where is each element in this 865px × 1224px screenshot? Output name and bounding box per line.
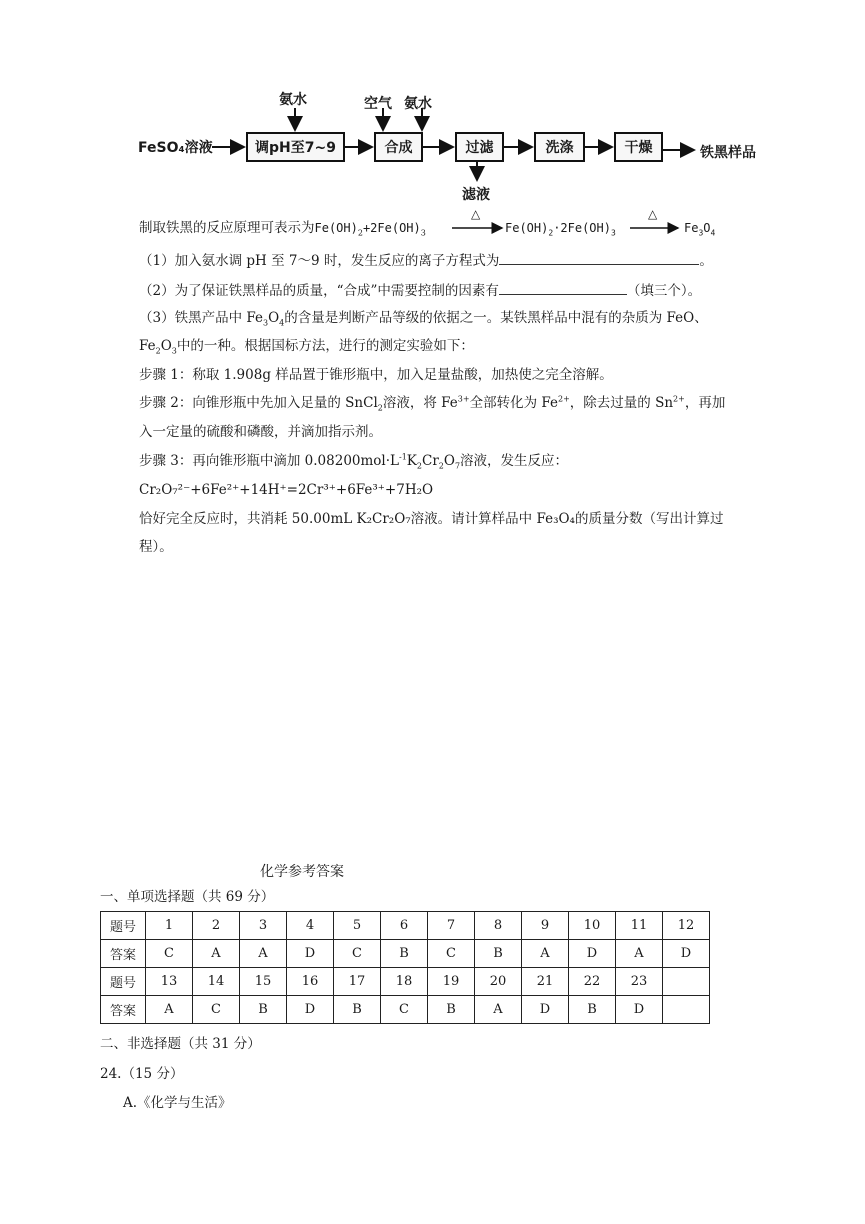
table-cell: 18: [381, 968, 428, 996]
table-cell: 20: [475, 968, 522, 996]
table-cell: 1: [146, 912, 193, 940]
row-label: 题号: [101, 912, 146, 940]
table-row-questions-2: [101, 968, 710, 996]
flow-box-synthesis: 合成: [374, 132, 423, 162]
reaction-principle: 制取铁黑的反应原理可表示为$Fe(OH)_2+2Fe(OH)_3$: [139, 220, 426, 238]
table-cell: C: [334, 940, 381, 968]
table-cell: B: [334, 996, 381, 1024]
flow-input-ammonia-2: 氨水: [404, 96, 432, 112]
table-cell: 2: [193, 912, 240, 940]
question-24-part-a: A.《化学与生活》: [123, 1095, 232, 1111]
delta-symbol-2: △: [648, 207, 658, 221]
row-label: 答案: [101, 940, 146, 968]
step-3: 步骤 3：再向锥形瓶中滴加 $0.08200mol\cdot L^{-1}K_2Cr_2O_7$溶液，发生反应：: [139, 452, 569, 471]
flow-box-filter: 过滤: [455, 132, 504, 162]
table-cell: 10: [569, 912, 616, 940]
table-cell: 3: [240, 912, 287, 940]
flow-box-dry: 干燥: [614, 132, 663, 162]
flow-source: FeSO₄溶液: [138, 140, 213, 156]
table-cell: A: [522, 940, 569, 968]
table-cell: B: [428, 996, 475, 1024]
answer-key-title: 化学参考答案: [260, 864, 344, 880]
section-2-heading: 二、非选择题（共 31 分）: [100, 1036, 261, 1052]
table-cell: B: [475, 940, 522, 968]
step-2-line-2: 入一定量的硫酸和磷酸，并滴加指示剂。: [139, 424, 382, 440]
table-cell: C: [428, 940, 475, 968]
row-label: 题号: [101, 968, 146, 996]
table-row-questions-1: [101, 912, 710, 940]
table-cell: 14: [193, 968, 240, 996]
table-cell: 7: [428, 912, 475, 940]
question-3-end-line-2: 程）。: [139, 539, 173, 555]
table-cell: D: [522, 996, 569, 1024]
flow-filtrate: 滤液: [462, 187, 490, 203]
question-24-heading: 24.（15 分）: [100, 1066, 184, 1082]
table-cell: 23: [616, 968, 663, 996]
table-cell: C: [193, 996, 240, 1024]
table-cell: D: [616, 996, 663, 1024]
table-cell: A: [616, 940, 663, 968]
flow-product: 铁黑样品: [700, 145, 756, 161]
question-3-line-1: （3）铁黑产品中 $Fe_3O_4$的含量是判断产品等级的依据之一。某铁黑样品中混有的杂质为 FeO、: [139, 310, 708, 328]
table-cell: 17: [334, 968, 381, 996]
flow-box-wash: 洗涤: [534, 132, 585, 162]
table-cell: 15: [240, 968, 287, 996]
table-row-answers-2: [101, 996, 710, 1024]
table-cell: B: [381, 940, 428, 968]
question-3-line-2: $Fe_2O_3$中的一种。根据国标方法，进行的测定实验如下：: [139, 338, 474, 356]
table-cell: 11: [616, 912, 663, 940]
step-1: 步骤 1：称取 1.908g 样品置于锥形瓶中，加入足量盐酸，加热使之完全溶解。: [139, 367, 613, 383]
table-row-answers-1: [101, 940, 710, 968]
table-cell: D: [287, 996, 334, 1024]
flow-box-adjust-ph: 调pH至7~9: [246, 132, 345, 162]
table-cell: A: [240, 940, 287, 968]
table-cell: B: [569, 996, 616, 1024]
section-1-heading: 一、单项选择题（共 69 分）: [100, 889, 275, 905]
table-cell: 22: [569, 968, 616, 996]
flow-input-air: 空气: [364, 96, 392, 112]
answer-table: [100, 911, 710, 1024]
table-cell: 6: [381, 912, 428, 940]
reaction-product: $Fe_3O_4$: [684, 221, 716, 238]
question-1: （1）加入氨水调 pH 至 7～9 时，发生反应的离子方程式为 。: [139, 250, 713, 271]
reaction-intermediate: $Fe(OH)_2\cdot 2Fe(OH)_3$: [505, 221, 616, 238]
table-cell: 8: [475, 912, 522, 940]
table-cell: A: [475, 996, 522, 1024]
table-cell: 16: [287, 968, 334, 996]
table-cell: A: [193, 940, 240, 968]
table-cell: 13: [146, 968, 193, 996]
row-label: 答案: [101, 996, 146, 1024]
table-cell: [663, 968, 710, 996]
step-2-line-1: 步骤 2：向锥形瓶中先加入足量的 SnCl$_2$溶液，将 $Fe^{3+}$全部转化为 $Fe^{2+}$，除去过量的 $Sn^{2+}$，再加: [139, 394, 726, 413]
reaction-arrows: [0, 0, 865, 240]
table-cell: D: [569, 940, 616, 968]
table-cell: 9: [522, 912, 569, 940]
table-cell: 19: [428, 968, 475, 996]
question-2: （2）为了保证铁黑样品的质量，“合成”中需要控制的因素有 （填三个）。: [139, 280, 701, 301]
table-cell: 21: [522, 968, 569, 996]
table-cell: D: [287, 940, 334, 968]
table-cell: 12: [663, 912, 710, 940]
table-cell: C: [381, 996, 428, 1024]
table-cell: [663, 996, 710, 1024]
table-cell: 5: [334, 912, 381, 940]
table-cell: C: [146, 940, 193, 968]
table-cell: D: [663, 940, 710, 968]
table-cell: 4: [287, 912, 334, 940]
flow-input-ammonia-1: 氨水: [279, 92, 307, 108]
delta-symbol-1: △: [471, 207, 481, 221]
redox-equation: Cr₂O₇²⁻+6Fe²⁺+14H⁺=2Cr³⁺+6Fe³⁺+7H₂O: [139, 482, 434, 498]
answer-blank-2[interactable]: [499, 280, 627, 295]
answer-blank-1[interactable]: [499, 250, 699, 265]
table-cell: A: [146, 996, 193, 1024]
table-cell: B: [240, 996, 287, 1024]
question-3-end-line-1: 恰好完全反应时，共消耗 50.00mL K₂Cr₂O₇溶液。请计算样品中 Fe₃O₄的质量分数（写出计算过: [139, 511, 724, 527]
